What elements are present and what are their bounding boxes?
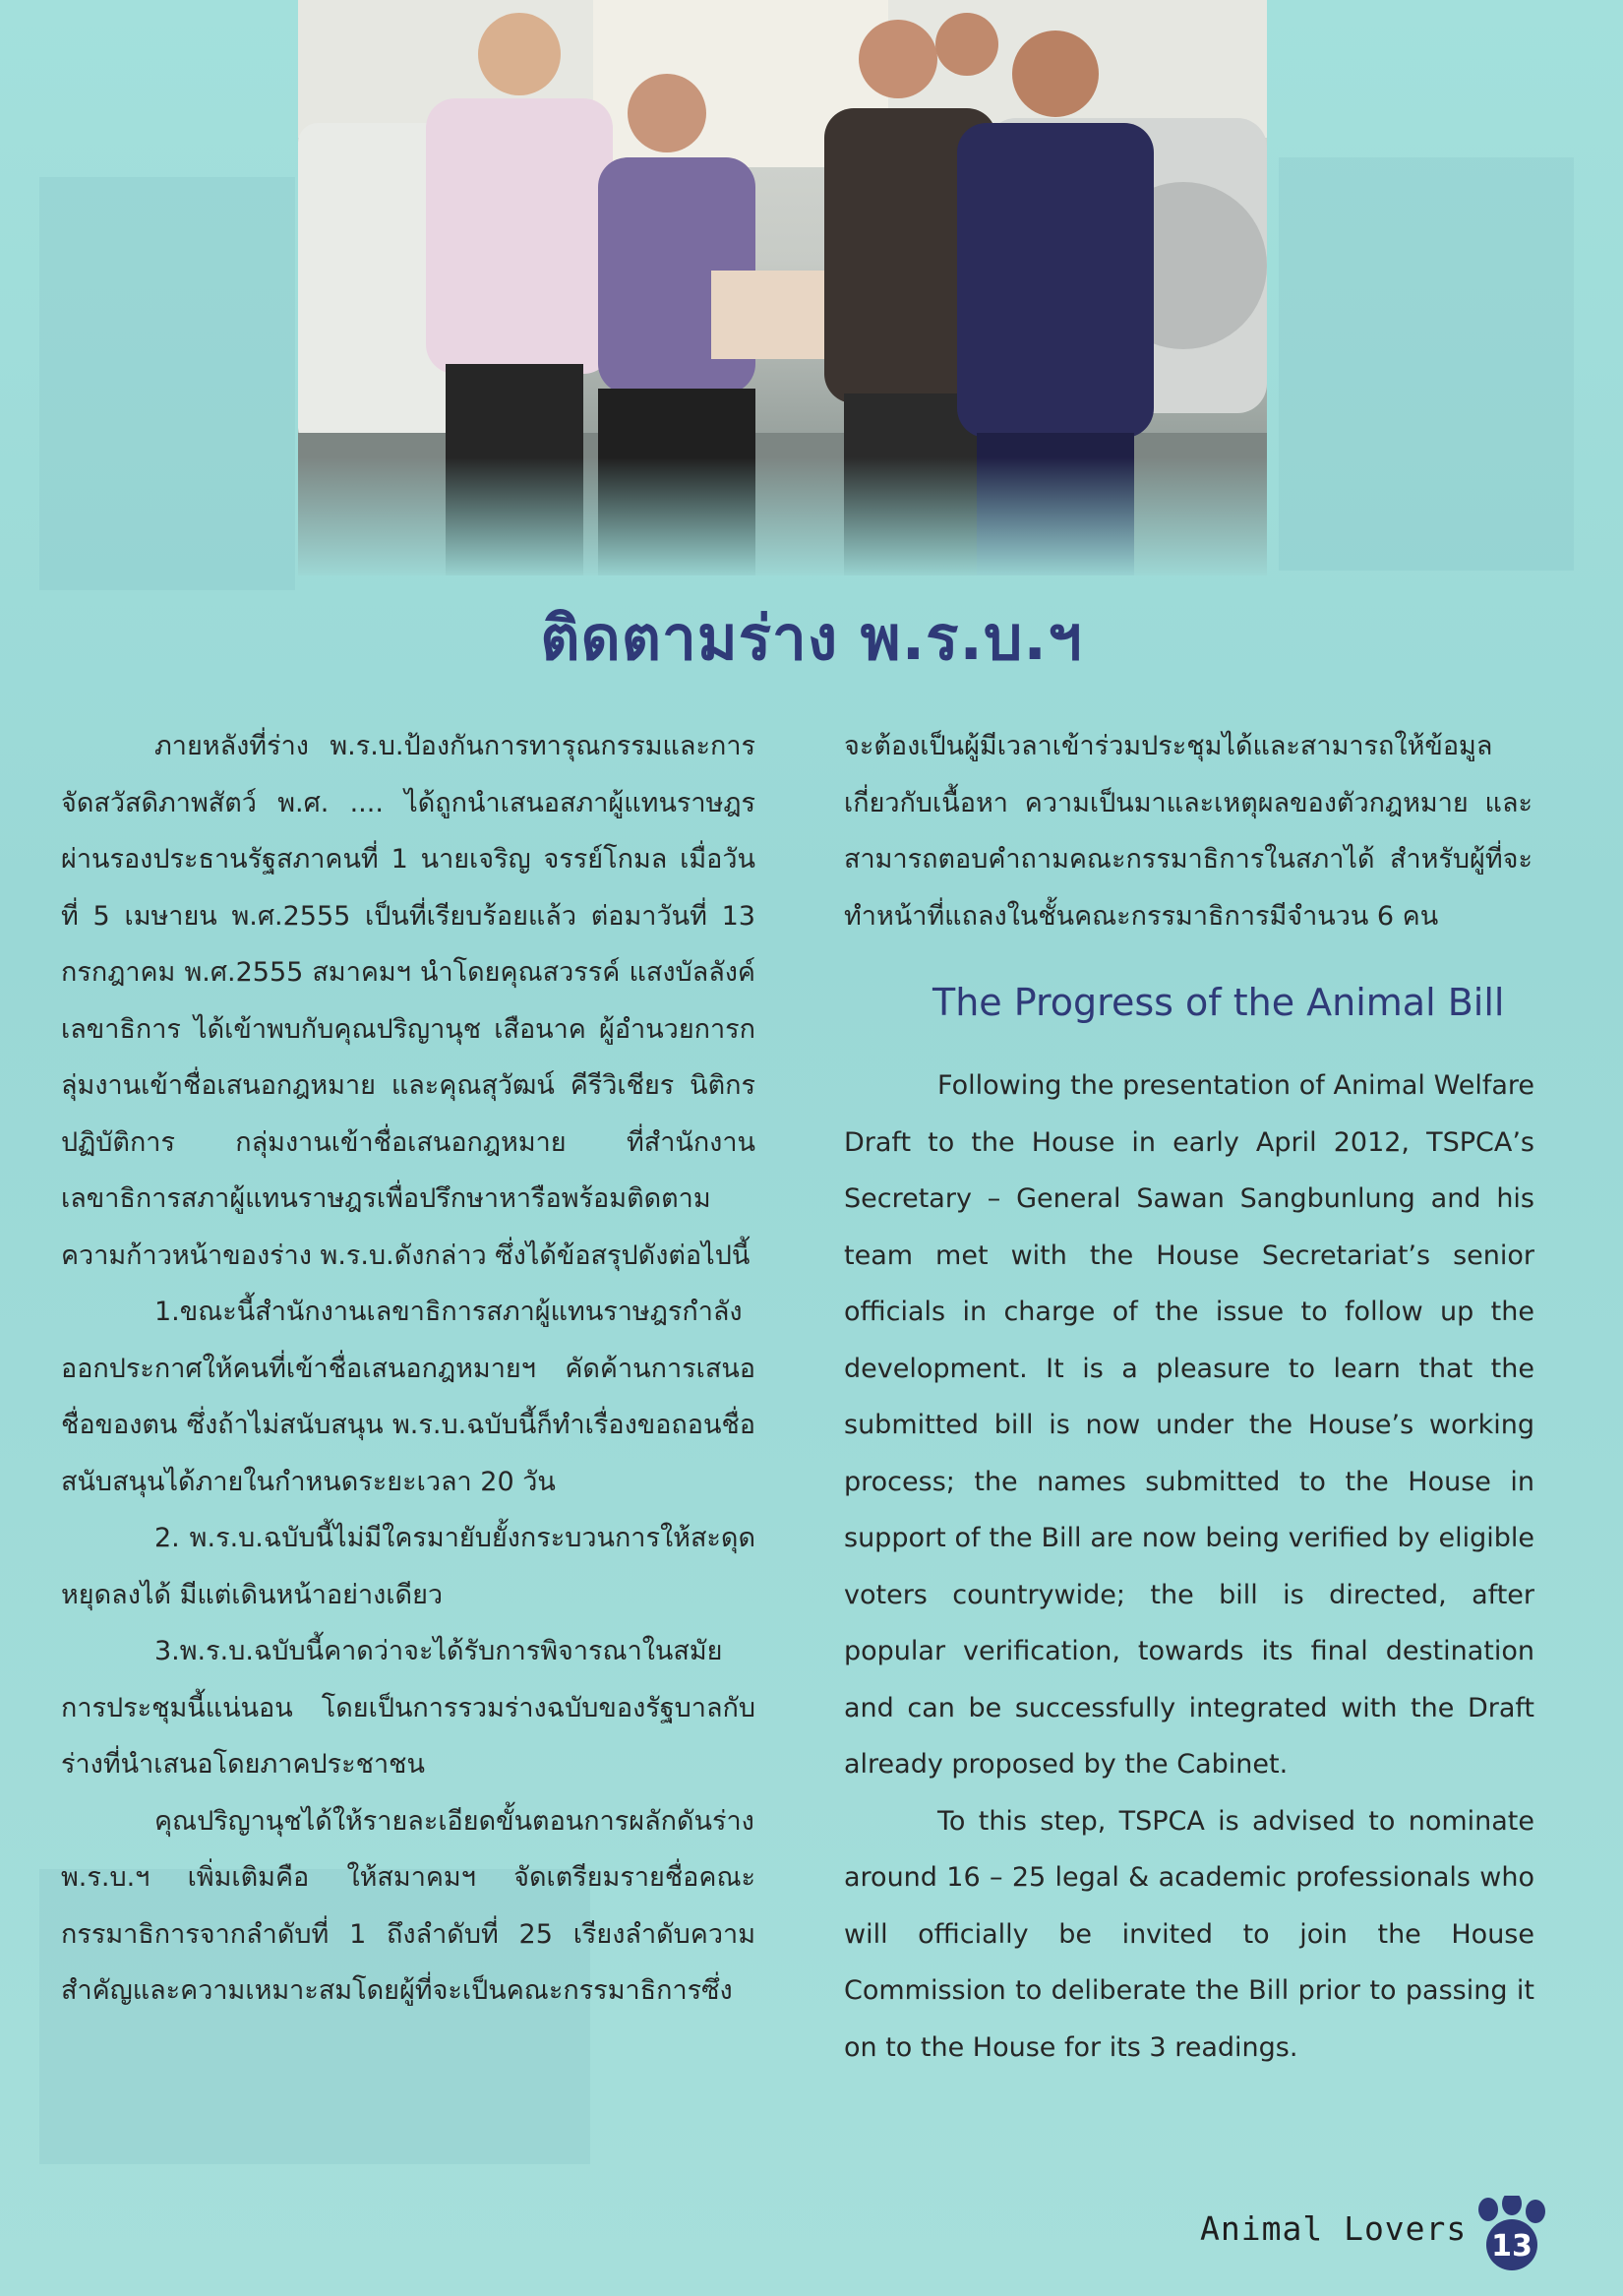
paw-icon (1461, 2196, 1559, 2274)
page-footer (1200, 2196, 1574, 2274)
english-paragraph: To this step, TSPCA is advised to nominate around 16 – 25 legal & academic professionals who will officially be invited to join the House Commission to deliberate the Bill prior to passing it on to the House for its 3 readings. (844, 1805, 1534, 2063)
photo-fade (298, 457, 1267, 575)
background-texture (1279, 157, 1574, 571)
thai-paragraph: 2. พ.ร.บ.ฉบับนี้ไม่มีใครมายับยั้งกระบวนการให้สะดุดหยุดลงได้ มีแต่เดินหน้าอย่างเดียว (61, 1523, 755, 1610)
page-number: 13 (1491, 2229, 1533, 2264)
english-paragraph: Following the presentation of Animal Welfare Draft to the House in early April 2012, TSPCA’s Secretary – General Sawan Sangbunlung and his team met with the House Secretariat’s senior officials in charge of the issue to follow up the development. It is a pleasure to learn that the submitted bill is now under the House’s working process; the names submitted to the House in support of the Bill are now being verified by eligible voters countrywide; the bill is directed, after popular verification, towards its final destination and can be successfully integrated with the Draft already proposed by the Cabinet. (844, 1070, 1534, 1780)
thai-paragraph: คุณปริญานุชได้ให้รายละเอียดขั้นตอนการผลักดันร่าง พ.ร.บ.ฯ เพิ่มเติมคือ ให้สมาคมฯ จัดเตรียมรายชื่อคณะกรรมาธิการจากลำดับที่ 1 ถึงลำดับที่ 25 เรียงลำดับความสำคัญและความเหมาะสมโดยผู้ที่จะเป็นคณะกรรมาธิการซึ่ง (61, 1805, 755, 2006)
section-heading: The Progress of the Animal Bill (932, 981, 1505, 1024)
thai-column-continued (844, 718, 1533, 944)
thai-column (61, 718, 755, 2020)
background-texture (39, 177, 295, 590)
thai-paragraph: 3.พ.ร.บ.ฉบับนี้คาดว่าจะได้รับการพิจารณาในสมัยการประชุมนี้แน่นอน โดยเป็นการรวมร่างฉบับของรัฐบาลกับร่างที่นำเสนอโดยภาคประชาชน (61, 1636, 755, 1780)
magazine-name: Animal Lovers (1200, 2209, 1468, 2248)
thai-paragraph: ภายหลังที่ร่าง พ.ร.บ.ป้องกันการทารุณกรรมและการจัดสวัสดิภาพสัตว์ พ.ศ. .... ได้ถูกนำเสนอสภาผู้แทนราษฎรผ่านรองประธานรัฐสภาคนที่ 1 นายเจริญ จรรย์โกมล เมื่อวันที่ 5 เมษายน พ.ศ.2555 เป็นที่เรียบร้อยแล้ว ต่อมาวันที่ 13 กรกฎาคม พ.ศ.2555 สมาคมฯ นำโดยคุณสวรรค์ แสงบัลลังค์ เลขาธิการ ได้เข้าพบกับคุณปริญานุช เสือนาค ผู้อำนวยการกลุ่มงานเข้าชื่อเสนอกฎหมาย และคุณสุวัฒน์ คีรีวิเชียร นิติกรปฏิบัติการ กลุ่มงานเข้าชื่อเสนอกฎหมาย ที่สำนักงานเลขาธิการสภาผู้แทนราษฎรเพื่อปรึกษาหารือพร้อมติดตามความก้าวหน้าของร่าง พ.ร.บ.ดังกล่าว ซึ่งได้ข้อสรุปดังต่อไปนี้ (61, 731, 755, 1271)
english-column (844, 1057, 1534, 2076)
thai-paragraph: จะต้องเป็นผู้มีเวลาเข้าร่วมประชุมได้และสามารถให้ข้อมูลเกี่ยวกับเนื้อหา ความเป็นมาและเหตุผลของตัวกฎหมาย และสามารถตอบคำถามคณะกรรมาธิการในสภาได้ สำหรับผู้ที่จะทำหน้าที่แถลงในชั้นคณะกรรมาธิการมีจำนวน 6 คน (844, 731, 1533, 932)
event-photo (298, 0, 1267, 575)
page-title: ติดตามร่าง พ.ร.บ.ฯ (540, 602, 1083, 674)
thai-paragraph: 1.ขณะนี้สำนักงานเลขาธิการสภาผู้แทนราษฎรกำลังออกประกาศให้คนที่เข้าชื่อเสนอกฎหมายฯ คัดค้านการเสนอชื่อของตน ซึ่งถ้าไม่สนับสนุน พ.ร.บ.ฉบับนี้ก็ทำเรื่องขอถอนชื่อสนับสนุนได้ภายในกำหนดระยะเวลา 20 วัน (61, 1297, 755, 1497)
